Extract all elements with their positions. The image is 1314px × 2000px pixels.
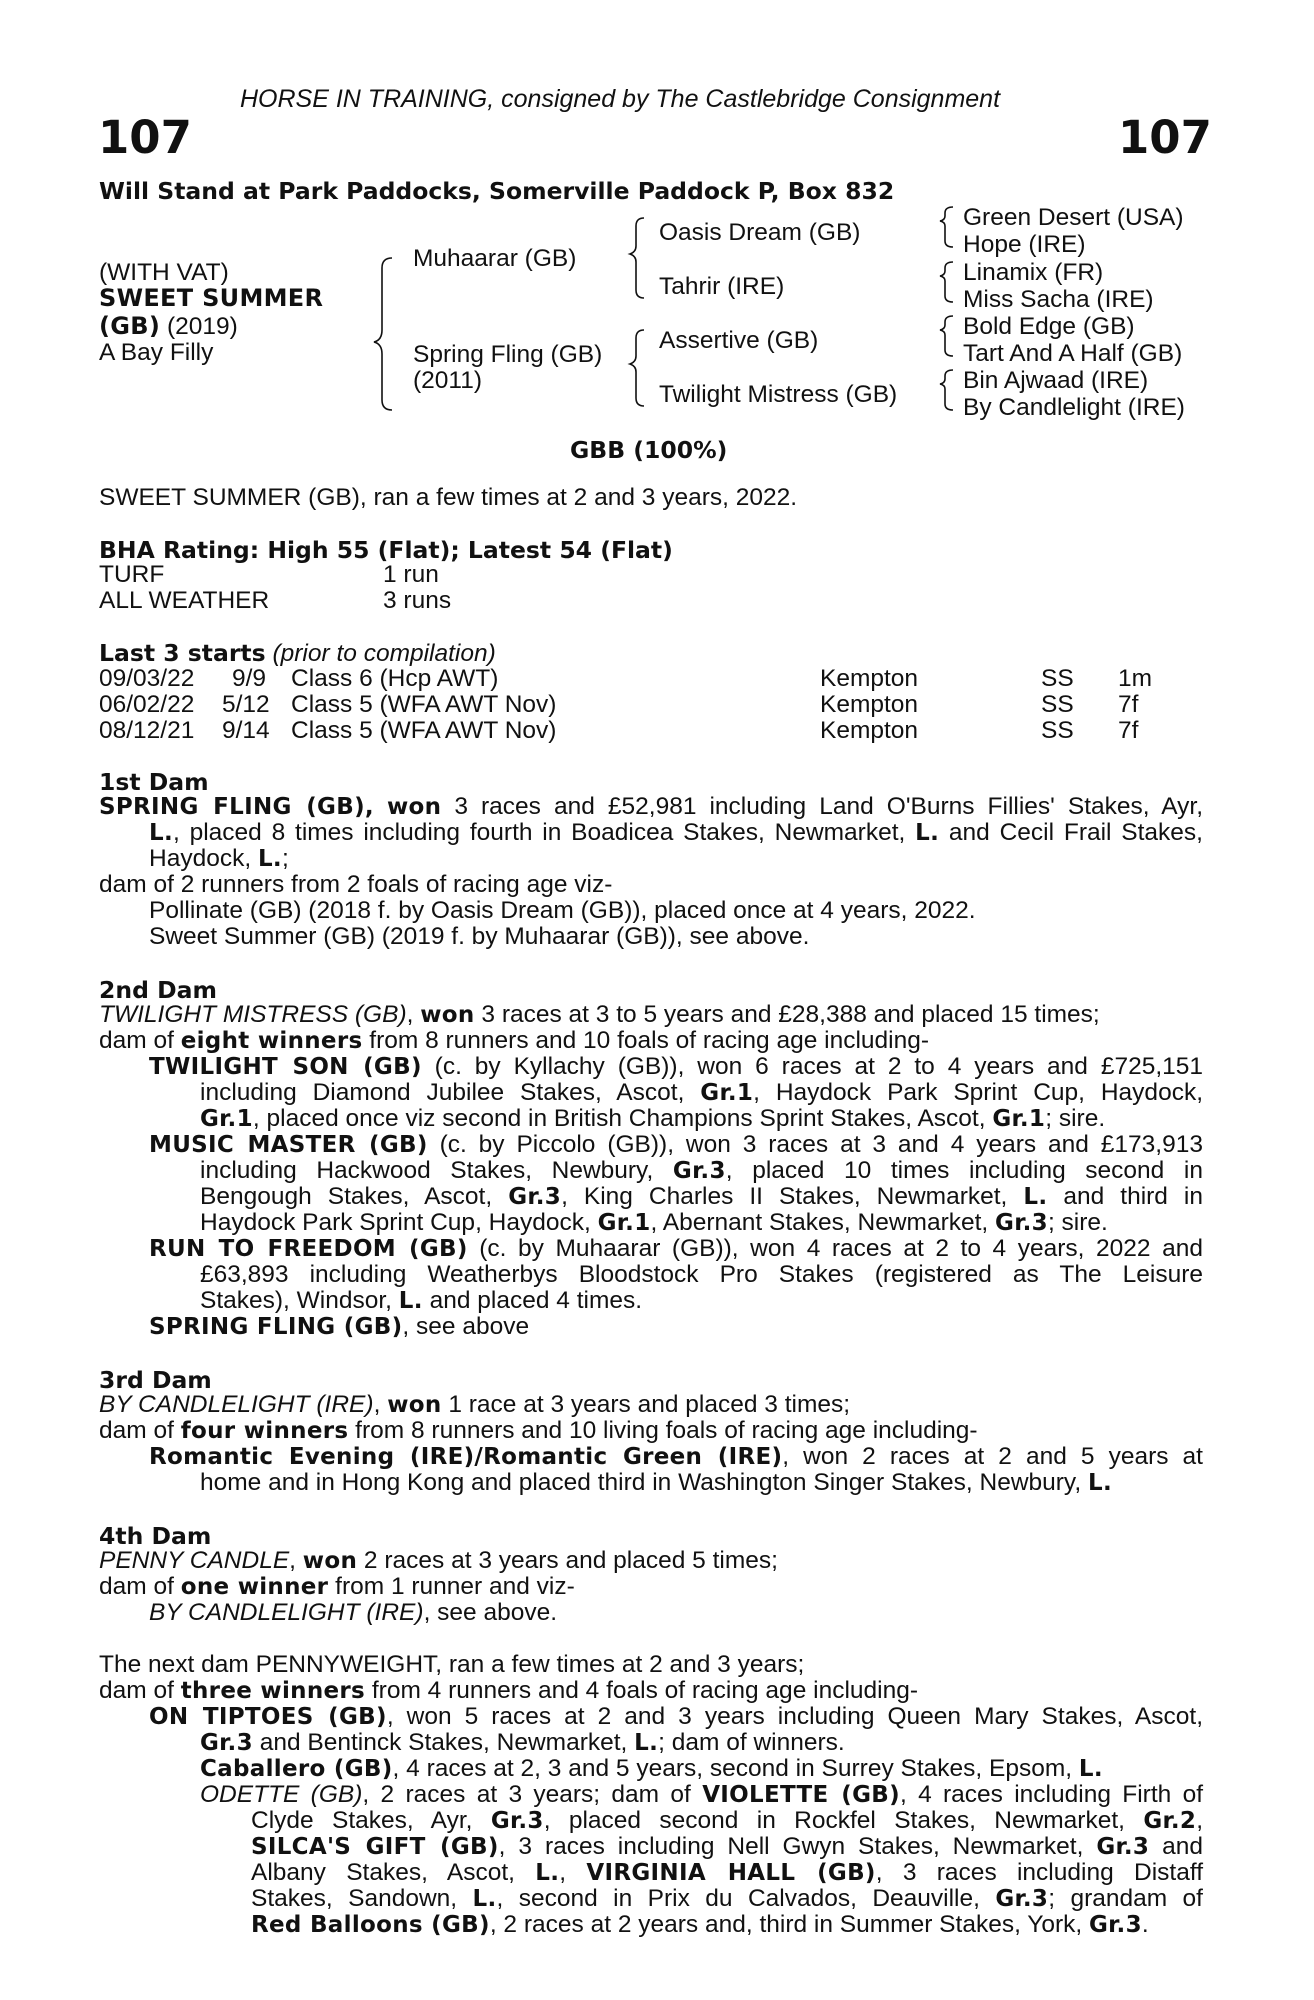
text: ; sire.	[1047, 1209, 1108, 1236]
next-dam-line-1: The next dam PENNYWEIGHT, ran a few times at 2 and 3 years;	[99, 1651, 805, 1678]
runner-name: Romantic Evening (IRE)/Romantic Green (IRE)	[149, 1444, 783, 1470]
fourth-dam-heading: 4th Dam	[99, 1522, 212, 1550]
text: , 4 races at 2, 3 and 5 years, second in Surrey Stakes, Epsom,	[392, 1755, 1079, 1782]
odette-line-2	[251, 1808, 1203, 1834]
listed-mark: L.	[1078, 1756, 1103, 1782]
music-master-line-1	[149, 1132, 1203, 1158]
group-mark: Gr.3	[1089, 1912, 1142, 1938]
last-starts-heading	[99, 640, 496, 667]
odette-line-5	[251, 1886, 1203, 1912]
start-position: 5/12	[222, 691, 270, 718]
listed-mark: L.	[398, 1288, 423, 1314]
winner-count: three winners	[180, 1678, 366, 1704]
second-dam-line-1: TWILIGHT MISTRESS (GB), won 3 races at 3 to 5 years and £28,388 and placed 15 times;	[99, 1001, 1100, 1028]
group-mark: Gr.3	[200, 1730, 253, 1756]
listed-mark: L.	[1023, 1184, 1048, 1210]
text: ; grandam of	[1048, 1885, 1203, 1912]
text: , 2 races at 2 years and, third in Summer Stakes, York,	[489, 1911, 1089, 1938]
romantic-evening-line-2	[200, 1470, 1112, 1496]
music-master-line-3	[200, 1184, 1203, 1210]
pedigree-gen3-8: By Candlelight (IRE)	[963, 394, 1185, 421]
horse-description: A Bay Filly	[99, 339, 214, 366]
breeding-percentage: GBB (100%)	[570, 436, 728, 464]
start-going: SS	[1041, 717, 1074, 744]
listed-mark: L.	[634, 1730, 659, 1756]
horse-year: (2019)	[166, 313, 238, 340]
text: Bengough Stakes, Ascot,	[200, 1183, 493, 1210]
group-mark: Gr.1	[700, 1080, 754, 1106]
runner-name: TWILIGHT SON (GB)	[149, 1054, 422, 1080]
group-mark: Gr.1	[597, 1210, 651, 1236]
group-mark: Gr.1	[992, 1106, 1046, 1132]
listed-mark: L.	[257, 846, 282, 872]
lot-number-right: 107	[1118, 111, 1212, 164]
fourth-dam-line-3	[149, 1600, 557, 1626]
rating-surface-aw: ALL WEATHER	[99, 587, 270, 614]
start-going: SS	[1041, 691, 1074, 718]
first-dam-line-1: SPRING FLING (GB), won 3 races and £52,981 including Land O'Burns Fillies' Stakes, Ayr,	[99, 793, 1204, 820]
pedigree-dam-dam: Twilight Mistress (GB)	[659, 381, 898, 408]
third-dam-name: BY CANDLELIGHT (IRE)	[99, 1391, 374, 1418]
text: from 1 runner and viz-	[328, 1573, 575, 1600]
next-dam-line-2	[99, 1678, 918, 1704]
runner-name: SPRING FLING (GB)	[149, 1314, 403, 1340]
twilight-son-line-1	[149, 1054, 1203, 1080]
text: from 8 runners and 10 foals of racing age including-	[362, 1027, 930, 1054]
text: 3 races at 3 to 5 years and £28,388 and placed 15 times;	[474, 1001, 1100, 1028]
stand-location: Will Stand at Park Paddocks, Somerville Paddock P, Box 832	[99, 177, 895, 205]
first-dam-produce: dam of 2 runners from 2 foals of racing age viz-	[99, 871, 613, 898]
last-starts-note: (prior to compilation)	[272, 640, 496, 667]
run-to-freedom-line-3	[200, 1288, 642, 1314]
text: , 3 races including Nell Gwyn Stakes, Newmarket,	[498, 1833, 1084, 1860]
rating-runs-aw: 3 runs	[383, 587, 452, 614]
text: ; sire.	[1045, 1105, 1106, 1132]
race-summary: SWEET SUMMER (GB), ran a few times at 2 and 3 years, 2022.	[99, 484, 798, 511]
group-mark: Gr.3	[995, 1886, 1049, 1912]
start-position: 9/9	[232, 665, 267, 692]
text: (c. by Muhaarar (GB)), won 4 races at 2 to 4 years, 2022 and	[467, 1235, 1203, 1262]
pedigree-gen3-5: Bold Edge (GB)	[963, 313, 1135, 340]
text: .	[1141, 1911, 1149, 1938]
listed-mark: L.	[149, 820, 173, 846]
run-to-freedom-line-1	[149, 1236, 1203, 1262]
listed-mark: L.	[472, 1886, 497, 1912]
text: ,	[1196, 1807, 1204, 1834]
text: and placed 4 times.	[422, 1287, 643, 1314]
text: , placed once viz second in British Champions Sprint Stakes, Ascot,	[252, 1105, 993, 1132]
text: , 2 races at 3 years; dam of	[362, 1781, 691, 1808]
pedigree-gen3-3: Linamix (FR)	[963, 259, 1104, 286]
text: and Cecil Frail Stakes,	[939, 819, 1203, 846]
text: dam of	[99, 1027, 181, 1054]
rating-runs-turf: 1 run	[383, 561, 439, 588]
text: , won 5 races at 2 and 3 years including Queen Mary Stakes, Ascot,	[386, 1703, 1203, 1730]
text: , Haydock Park Sprint Cup, Haydock,	[753, 1079, 1203, 1106]
won-label: won	[386, 794, 442, 820]
runner-name: ODETTE (GB)	[200, 1781, 363, 1808]
text: , 3 races including Distaff	[875, 1859, 1203, 1886]
text: and Bentinck Stakes, Newmarket,	[252, 1729, 635, 1756]
second-dam-name: TWILIGHT MISTRESS (GB)	[99, 1001, 407, 1028]
horse-name: SWEET SUMMER	[99, 284, 324, 312]
text: Stakes), Windsor,	[200, 1287, 399, 1314]
text: Clyde Stakes, Ayr,	[251, 1807, 473, 1834]
start-date: 08/12/21	[99, 717, 195, 744]
pedigree-gen3-6: Tart And A Half (GB)	[963, 340, 1183, 367]
pedigree-gen3-7: Bin Ajwaad (IRE)	[963, 367, 1149, 394]
runner-name: Red Balloons (GB)	[251, 1912, 490, 1938]
start-position: 9/14	[222, 717, 270, 744]
text: ; dam of winners.	[658, 1729, 845, 1756]
group-mark: Gr.2	[1143, 1808, 1197, 1834]
runner-name: VIRGINIA HALL (GB)	[586, 1860, 876, 1886]
text: , 4 races including Firth of	[899, 1781, 1204, 1808]
twilight-son-line-2	[200, 1080, 1203, 1106]
horse-country: (GB)	[99, 312, 161, 340]
bha-rating: BHA Rating: High 55 (Flat); Latest 54 (Flat)	[99, 536, 673, 564]
odette-line-3	[251, 1834, 1203, 1860]
group-mark: Gr.3	[508, 1184, 562, 1210]
start-distance: 7f	[1118, 717, 1139, 744]
won-label: won	[387, 1392, 442, 1418]
first-dam-heading: 1st Dam	[99, 768, 209, 796]
text: , second in Prix du Calvados, Deauville,	[496, 1885, 980, 1912]
first-dam-foal-1: Pollinate (GB) (2018 f. by Oasis Dream (GB)), placed once at 4 years, 2022.	[149, 897, 976, 924]
won-label: won	[302, 1548, 358, 1574]
text: , placed 10 times including second in	[725, 1157, 1203, 1184]
runner-name: ON TIPTOES (GB)	[149, 1704, 387, 1730]
runner-name: BY CANDLELIGHT (IRE)	[149, 1599, 424, 1626]
listed-mark: L.	[535, 1860, 560, 1886]
second-dam-line-2	[99, 1028, 929, 1054]
fourth-dam-line-2	[99, 1574, 575, 1600]
text: Stakes, Sandown,	[251, 1885, 458, 1912]
pedigree-sire-sire: Oasis Dream (GB)	[659, 219, 861, 246]
caballero-line	[200, 1756, 1103, 1782]
start-going: SS	[1041, 665, 1074, 692]
lot-number-left: 107	[98, 111, 192, 164]
pedigree-gen3-1: Green Desert (USA)	[963, 204, 1184, 231]
start-course: Kempton	[820, 665, 919, 692]
group-mark: Gr.3	[490, 1808, 544, 1834]
text: Haydock,	[149, 845, 258, 872]
text: , see above.	[423, 1599, 558, 1626]
winner-count: four winners	[180, 1418, 349, 1444]
runner-name: SILCA'S GIFT (GB)	[251, 1834, 499, 1860]
text: , placed 8 times including fourth in Boadicea Stakes, Newmarket,	[173, 819, 906, 846]
first-dam-foal-2: Sweet Summer (GB) (2019 f. by Muhaarar (GB)), see above.	[149, 923, 810, 950]
first-dam-line-3	[149, 846, 289, 872]
third-dam-heading: 3rd Dam	[99, 1366, 212, 1394]
pedigree-sire-dam: Tahrir (IRE)	[659, 273, 785, 300]
winner-count: one winner	[180, 1574, 329, 1600]
group-mark: Gr.1	[200, 1106, 253, 1132]
text: , won 2 races at 2 and 5 years at	[782, 1443, 1203, 1470]
start-distance: 1m	[1118, 665, 1153, 692]
romantic-evening-line-1	[149, 1444, 1203, 1470]
fourth-dam-name: PENNY CANDLE	[99, 1547, 290, 1574]
start-distance: 7f	[1118, 691, 1139, 718]
pedigree-gen3-4: Miss Sacha (IRE)	[963, 286, 1154, 313]
runner-name: VIOLETTE (GB)	[702, 1782, 900, 1808]
runner-name: Caballero (GB)	[200, 1756, 393, 1782]
start-date: 06/02/22	[99, 691, 195, 718]
text: ;	[281, 845, 289, 872]
runner-name: MUSIC MASTER (GB)	[149, 1132, 428, 1158]
text: Haydock Park Sprint Cup, Haydock,	[200, 1209, 598, 1236]
text: dam of	[99, 1677, 181, 1704]
start-race: Class 6 (Hcp AWT)	[291, 665, 499, 692]
run-to-freedom-line-2	[200, 1262, 1203, 1288]
text: Albany Stakes, Ascot,	[251, 1859, 515, 1886]
text: (c. by Kyllachy (GB)), won 6 races at 2 to 4 years and £725,151	[421, 1053, 1204, 1080]
first-dam-name: SPRING FLING (GB)	[99, 794, 365, 820]
twilight-son-line-3	[200, 1106, 1105, 1132]
music-master-line-4	[200, 1210, 1108, 1236]
text: (c. by Piccolo (GB)), won 3 races at 3 and 4 years and £173,913	[427, 1131, 1203, 1158]
start-course: Kempton	[820, 691, 919, 718]
odette-line-1	[200, 1782, 1203, 1808]
start-race: Class 5 (WFA AWT Nov)	[291, 717, 557, 744]
text: 1 race at 3 years and placed 3 times;	[441, 1391, 851, 1418]
text: £63,893 including Weatherbys Bloodstock Pro Stakes (registered as The Leisure	[200, 1261, 1203, 1288]
text: and third in	[1047, 1183, 1204, 1210]
start-date: 09/03/22	[99, 665, 195, 692]
start-course: Kempton	[820, 717, 919, 744]
start-race: Class 5 (WFA AWT Nov)	[291, 691, 557, 718]
text: ,	[559, 1859, 567, 1886]
text: 2 races at 3 years and placed 5 times;	[357, 1547, 778, 1574]
text: , King Charles II Stakes, Newmarket,	[561, 1183, 1008, 1210]
pedigree-gen3-2: Hope (IRE)	[963, 231, 1086, 258]
odette-line-6	[251, 1912, 1149, 1938]
text: , Abernant Stakes, Newmarket,	[650, 1209, 996, 1236]
third-dam-line-1: BY CANDLELIGHT (IRE), won 1 race at 3 years and placed 3 times;	[99, 1391, 851, 1418]
listed-mark: L.	[915, 820, 940, 846]
spring-fling-line	[149, 1314, 529, 1340]
pedigree-dam: Spring Fling (GB)	[413, 341, 603, 368]
third-dam-line-2	[99, 1418, 978, 1444]
pedigree-dam-year: (2011)	[413, 367, 483, 394]
text: , placed second in Rockfel Stakes, Newmarket,	[543, 1807, 1125, 1834]
text: 3 races and £52,981 including Land O'Burns Fillies' Stakes, Ayr,	[454, 793, 1204, 820]
text: dam of	[99, 1417, 181, 1444]
consignment-line: HORSE IN TRAINING, consigned by The Castlebridge Consignment	[240, 85, 1001, 113]
runner-name: RUN TO FREEDOM (GB)	[149, 1236, 468, 1262]
odette-line-4	[251, 1860, 1203, 1886]
fourth-dam-line-1: PENNY CANDLE, won 2 races at 3 years and placed 5 times;	[99, 1547, 778, 1574]
on-tiptoes-line-1	[149, 1704, 1203, 1730]
second-dam-heading: 2nd Dam	[99, 976, 217, 1004]
text: from 4 runners and 4 foals of racing age including-	[365, 1677, 918, 1704]
won-label: won	[420, 1002, 475, 1028]
group-mark: Gr.3	[672, 1158, 726, 1184]
on-tiptoes-line-2	[200, 1730, 845, 1756]
group-mark: Gr.3	[995, 1210, 1048, 1236]
first-dam-line-2	[149, 820, 1203, 846]
music-master-line-2	[200, 1158, 1203, 1184]
text: , see above	[402, 1313, 530, 1340]
winner-count: eight winners	[180, 1028, 363, 1054]
last-starts-title: Last 3 starts	[99, 639, 266, 667]
text: including Hackwood Stakes, Newbury,	[200, 1157, 654, 1184]
pedigree-dam-sire: Assertive (GB)	[659, 327, 819, 354]
rating-surface-turf: TURF	[99, 561, 165, 588]
text: and	[1149, 1833, 1203, 1860]
group-mark: Gr.3	[1096, 1834, 1150, 1860]
pedigree-sire: Muhaarar (GB)	[413, 245, 577, 272]
text: dam of	[99, 1573, 181, 1600]
text: including Diamond Jubilee Stakes, Ascot,	[200, 1079, 685, 1106]
listed-mark: L.	[1087, 1470, 1112, 1496]
text: home and in Hong Kong and placed third in Washington Singer Stakes, Newbury,	[200, 1469, 1088, 1496]
vat-note: (WITH VAT)	[99, 259, 229, 286]
text: from 8 runners and 10 living foals of racing age including-	[348, 1417, 978, 1444]
